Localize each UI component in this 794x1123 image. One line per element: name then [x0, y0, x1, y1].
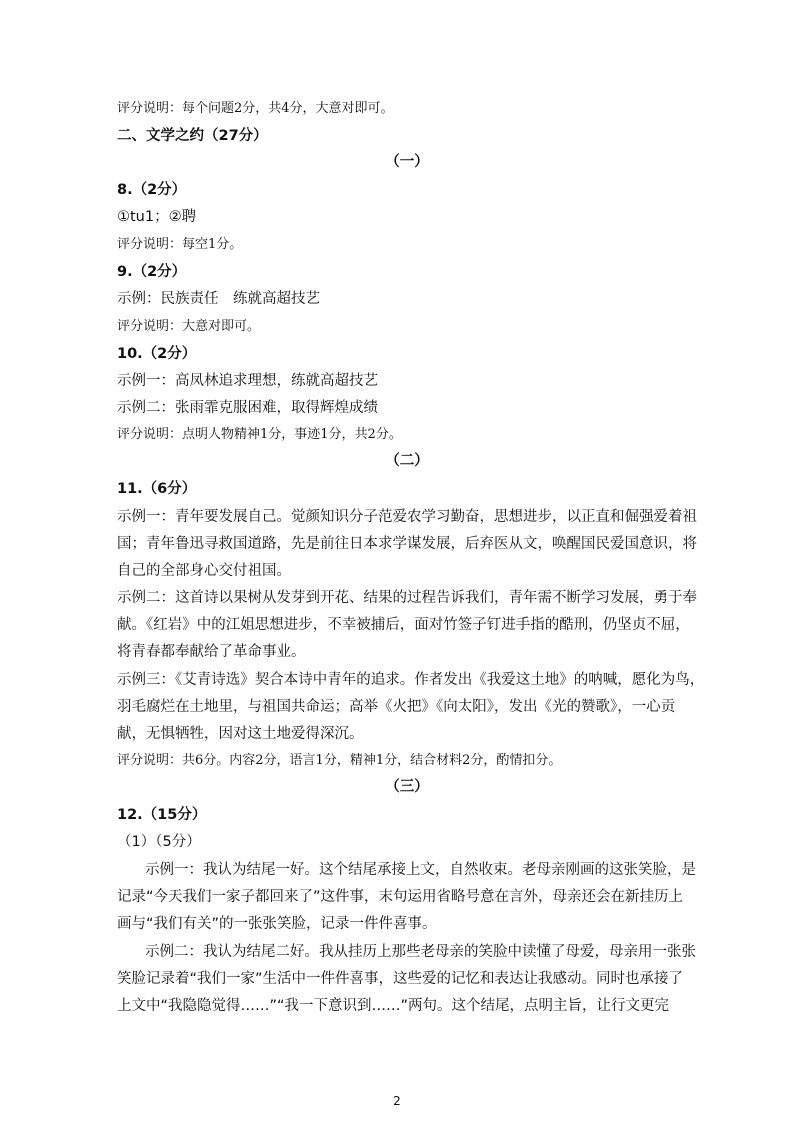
answer-text: 羽毛腐烂在土地里，与祖国共命运；高举《火把》《向太阳》，发出《光的赞歌》，一心贡 — [117, 699, 676, 715]
scoring-note: 评分说明：共6分。内容2分，语言1分，精神1分，结合材料2分，酌情扣分。 — [117, 753, 562, 768]
answer-text: 献。《红岩》中的江姐思想进步，不幸被捕后，面对竹签子钉进手指的酷刑，仍坚贞不屈， — [117, 617, 690, 633]
subsection-heading: （一） — [385, 154, 429, 170]
answer-text: 示例二：张雨霏克服困难，取得辉煌成绩 — [117, 400, 378, 416]
scoring-note: 评分说明：点明人物精神1分，事迹1分，共2分。 — [117, 427, 402, 442]
scoring-note: 评分说明：每空1分。 — [117, 237, 243, 252]
sub-question-label: （1）（5分） — [117, 834, 201, 850]
answer-text: 示例一：我认为结尾一好。这个结尾承接上文，自然收束。老母亲刚画的这张笑脸，是 — [145, 862, 696, 878]
answer-text: 国；青年鲁迅寻救国道路，先是前往日本求学谋发展，后弃医从文，唤醒国民爱国意识，将 — [117, 536, 697, 552]
answer-text: 画与“我们有关”的一张张笑脸，记录一件件喜事。 — [117, 916, 437, 932]
answer-text: 示例三：《艾青诗选》契合本诗中青年的追求。作者发出《我爱这土地》的呐喊，愿化为鸟， — [117, 672, 705, 688]
subsection-heading: （二） — [385, 453, 429, 469]
section-heading: 二、文学之约（27分） — [117, 128, 268, 144]
question-number: 11.（6分） — [117, 481, 197, 497]
answer-text: 笑脸记录着“我们一家”生活中一件件喜事，这些爱的记忆和表达让我感动。同时也承接了 — [117, 971, 684, 987]
answer-text: 示例二：我认为结尾二好。我从挂历上那些老母亲的笑脸中读懂了母爱，母亲用一张张 — [145, 944, 696, 960]
answer-text: 自己的全部身心交付祖国。 — [117, 563, 291, 579]
answer-text: 献，无惧牺牲，因对这土地爱得深沉。 — [117, 726, 364, 742]
answer-text: 记录“今天我们一家子都回来了”这件事，末句运用省略号意在言外，母亲还会在新挂历上 — [117, 889, 684, 905]
answer-text: 示例：民族责任 练就高超技艺 — [117, 291, 320, 307]
question-number: 8.（2分） — [117, 182, 187, 198]
answer-text: 将青春都奉献给了革命事业。 — [117, 644, 306, 660]
answer-text: ①tu1；②聘 — [117, 209, 197, 225]
answer-text: 上文中“我隐隐觉得……”“我一下意识到……”两句。这个结尾，点明主旨，让行文更完 — [117, 998, 670, 1014]
scoring-note: 评分说明：每个问题2分，共4分，大意对即可。 — [117, 101, 394, 116]
subsection-heading: （三） — [385, 779, 429, 795]
scoring-note: 评分说明：大意对即可。 — [117, 319, 261, 334]
question-number: 9.（2分） — [117, 264, 187, 280]
question-number: 10.（2分） — [117, 346, 197, 362]
answer-text: 示例一：高凤林追求理想，练就高超技艺 — [117, 373, 378, 389]
answer-text: 示例一：青年要发展自己。觉颜知识分子范爱农学习勤奋，思想进步，以正直和倔强爱着祖 — [117, 509, 697, 525]
answer-text: 示例二：这首诗以果树从发芽到开花、结果的过程告诉我们，青年需不断学习发展，勇于奉 — [117, 590, 697, 606]
page-number: 2 — [393, 1094, 401, 1108]
question-number: 12.（15分） — [117, 807, 207, 823]
